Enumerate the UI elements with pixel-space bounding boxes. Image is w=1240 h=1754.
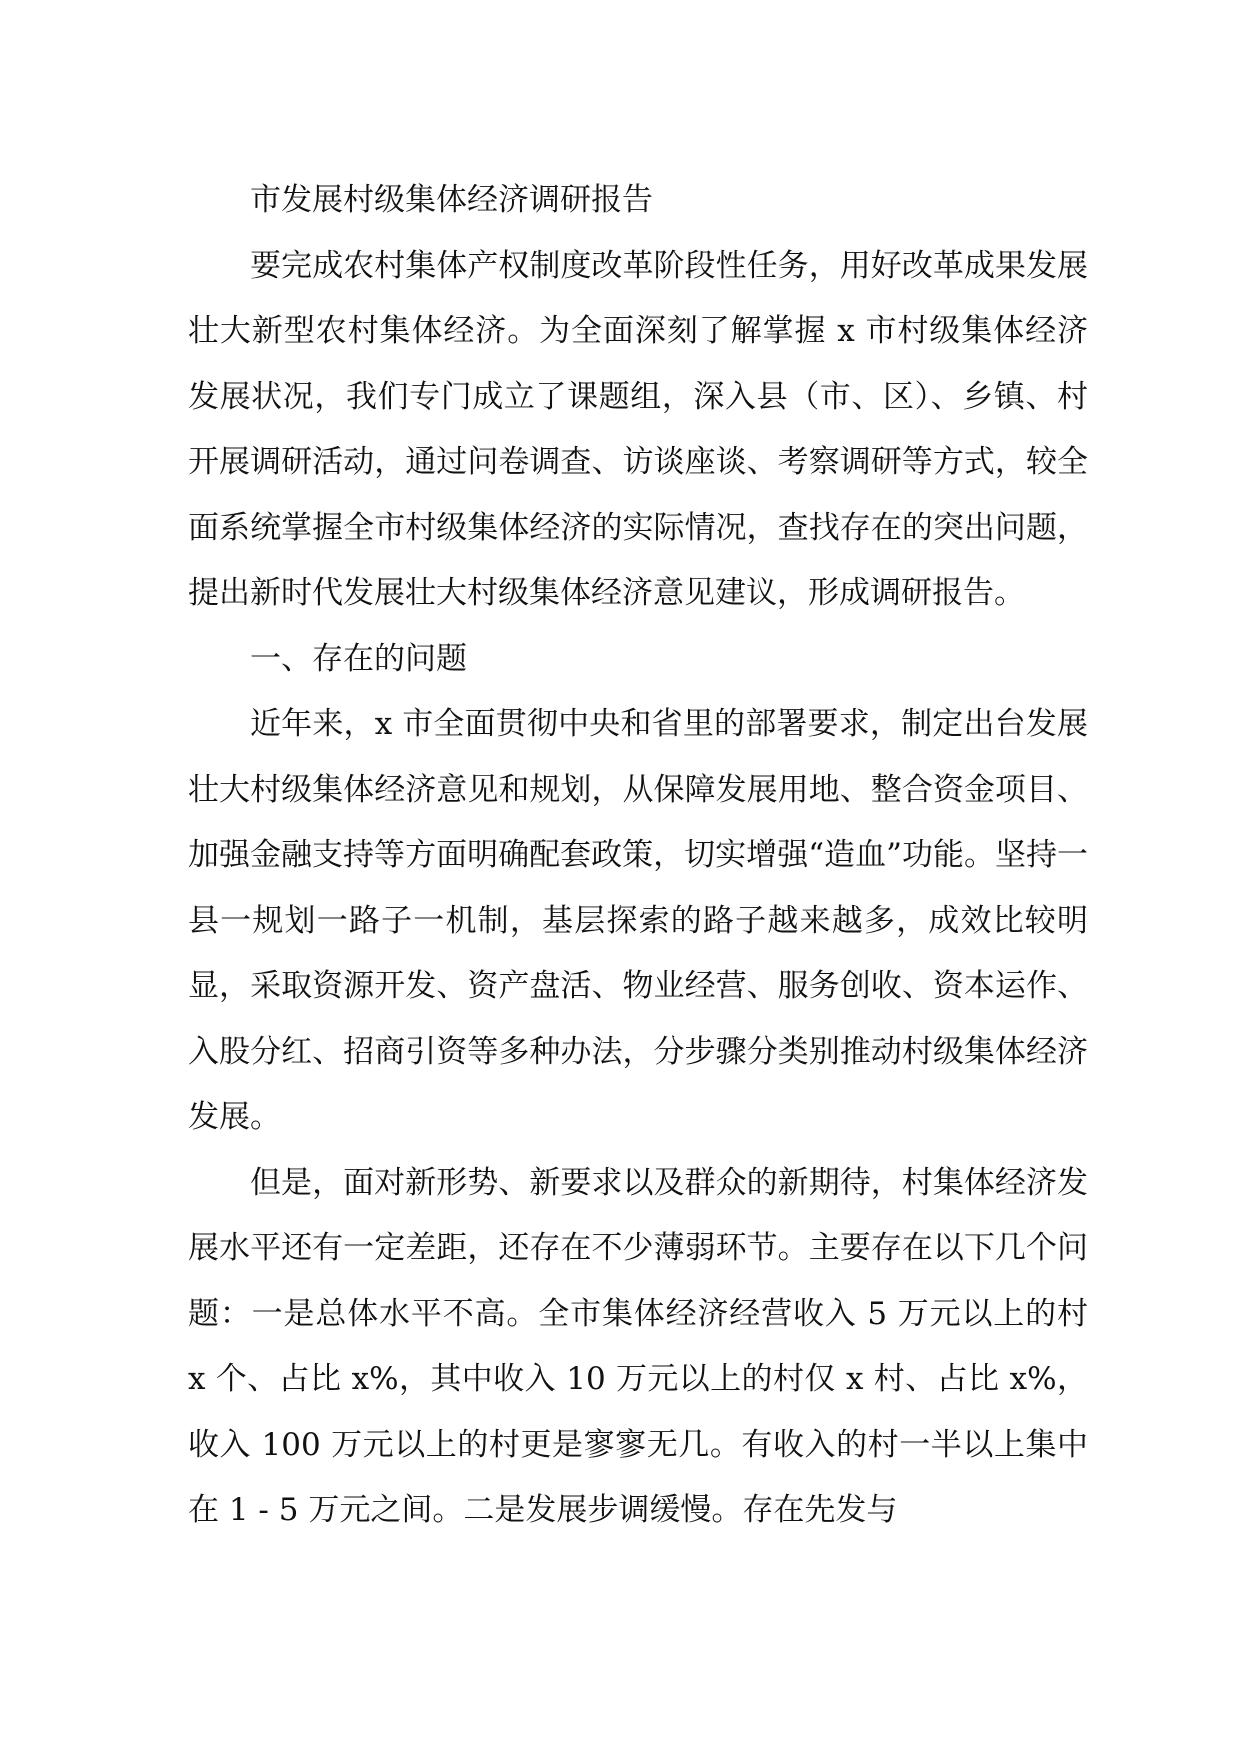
paragraph-intro: 要完成农村集体产权制度改革阶段性任务，用好改革成果发展壮大新型农村集体经济。为全面深刻了解掌握 x 市村级集体经济发展状况，我们专门成立了课题组，深入县（市、区）、乡镇、村开展调研活动，通过问卷调查、访谈座谈、考察调研等方式，较全面系统掌握全市村级集体经济的实际情况，查找存在的突出问题，提出新时代发展壮大村级集体经济意见建议，形成调研报告。 xyxy=(188,247,1088,611)
section-heading-problems: 一、存在的问题 xyxy=(250,640,467,677)
document-body xyxy=(188,168,1088,1544)
paragraph-problems-detail: 但是，面对新形势、新要求以及群众的新期待，村集体经济发展水平还有一定差距，还存在不少薄弱环节。主要存在以下几个问题：一是总体水平不高。全市集体经济经营收入 5 万元以上的村 x 个、占比 x%，其中收入 10 万元以上的村仅 x 村、占比 x%，收入 100 万元以上的村更是寥寥无几。有收入的村一半以上集中在 1 - 5 万元之间。二是发展步调缓慢。存在先发与 xyxy=(188,1164,1088,1528)
paragraph-recent-years: 近年来，x 市全面贯彻中央和省里的部署要求，制定出台发展壮大村级集体经济意见和规划，从保障发展用地、整合资金项目、加强金融支持等方面明确配套政策，切实增强“造血”功能。坚持一县一规划一路子一机制，基层探索的路子越来越多，成效比较明显，采取资源开发、资产盘活、物业经营、服务创收、资本运作、入股分红、招商引资等多种办法，分步骤分类别推动村级集体经济发展。 xyxy=(188,706,1088,1135)
document-title: 市发展村级集体经济调研报告 xyxy=(250,182,653,218)
